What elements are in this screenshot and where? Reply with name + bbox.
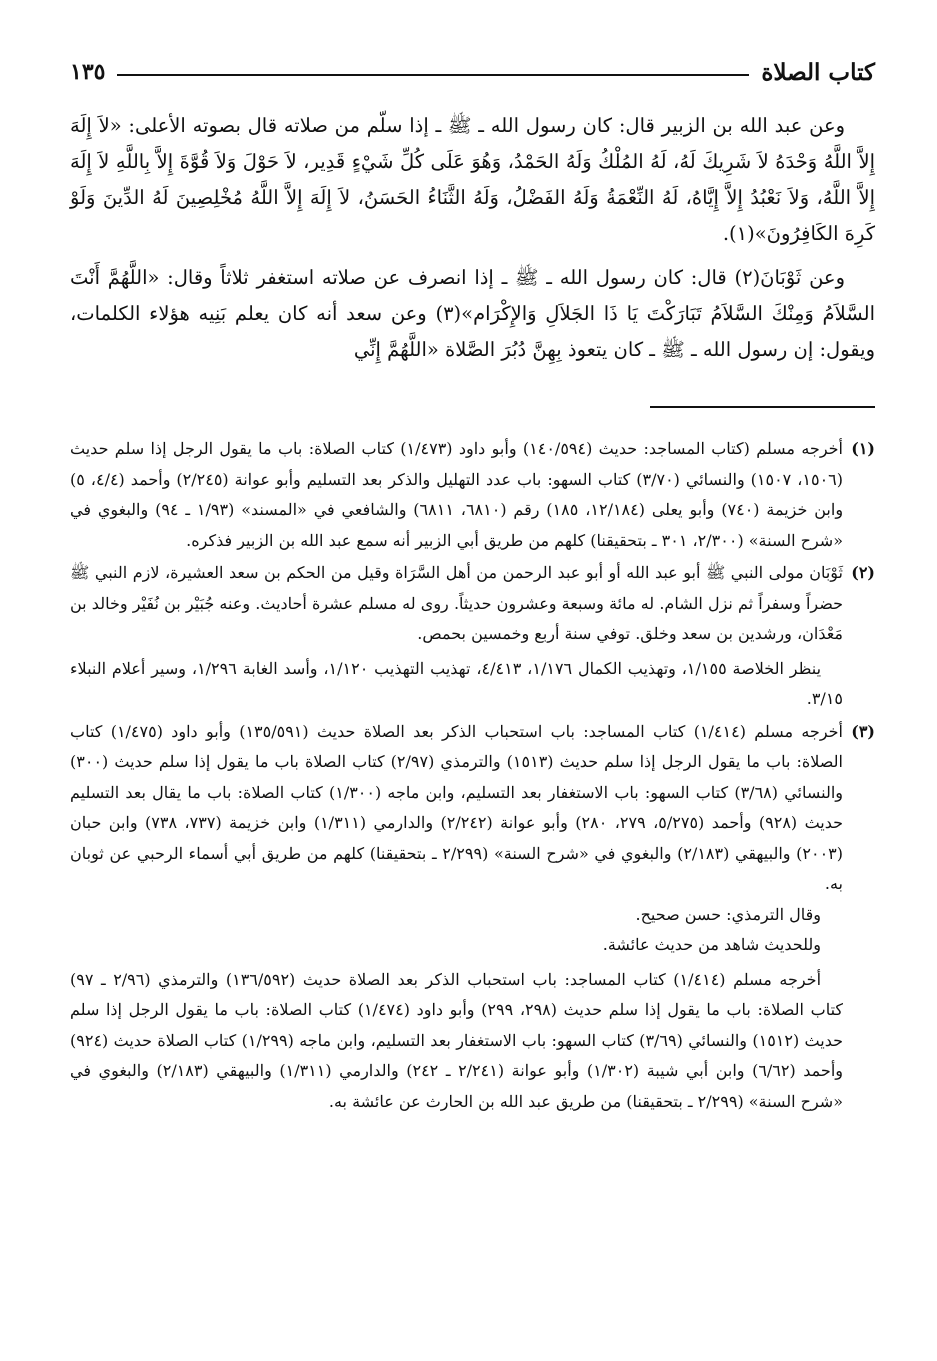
main-text <box>70 108 875 368</box>
chapter-title: كتاب الصلاة <box>761 58 875 86</box>
hadith-ibn-zubayr: وعن عبد الله بن الزبير قال: كان رسول الله ـ ﷺ ـ إذا سلّم من صلاته قال بصوته الأعلى: «لاَ إِلَهَ إِلاَّ اللَّهُ وَحْدَهُ لاَ شَرِيكَ لَهُ، لَهُ المُلْكُ وَلَهُ الحَمْدُ، وَهُوَ عَلَى كُلِّ شَيْءٍ قَدِير، لاَ حَوْلَ وَلاَ قُوَّةَ إِلاَّ بِاللَّهِ لاَ إِلَهَ إِلاَّ اللَّهُ، وَلاَ نَعْبُدُ إِلاَّ إِيَّاهُ، لَهُ النِّعْمَةُ وَلَهُ الفَضْلُ، وَلَهُ الثَّنَاءُ الحَسَنُ، لاَ إِلَهَ إِلاَّ اللَّهُ مُخْلِصِينَ لَهُ الدِّينَ وَلَوْ كَرِهَ الكَافِرُونَ»(١). <box>70 114 875 245</box>
hadith-thawban: وعن ثَوْبَانَ(٢) قال: كان رسول الله ـ ﷺ ـ إذا انصرف عن صلاته استغفر ثلاثاً وقال: «اللَّهُمَّ أَنْتَ السَّلاَمُ وَمِنْكَ السَّلاَمُ تَبَارَكْتَ يَا ذَا الجَلاَلِ وَالإِكْرَام»(٣) وعن سعد أنه كان يعلم بَنِيه هؤلاء الكلمات، ويقول: إن رسول الله ـ ﷺ ـ كان يتعوذ بِهِنَّ دُبُرَ الصَّلاة «اللَّهُمَّ إِنِّي <box>70 266 875 361</box>
footnote-text: أخرجه مسلم (كتاب المساجد: حديث (١٤٠/٥٩٤) وأبو داود (١/٤٧٣) كتاب الصلاة: باب ما يقول الرجل إذا سلم حديث (١٥٠٦، ١٥٠٧) والنسائي (٣/٧٠) كتاب السهو: باب عدد التهليل والذكر بعد التسليم وأبو عوانة (٢/٢٤٥) وأحمد (٤/٤، ٥) وابن خزيمة (٧٤٠) وأبو يعلى (١٢/١٨٤، ١٨٥) رقم (٦٨١٠، ٦٨١١) والشافعي في «المسند» (١/٩٣ ـ ٩٤) والبغوي في «شرح السنة» (٢/٣٠٠، ٣٠١ ـ بتحقيقنا) كلهم من طريق أبي الزبير أنه سمع عبد الله بن الزبير فذكره. <box>70 439 844 550</box>
running-header <box>70 52 875 92</box>
footnotes <box>70 434 875 1117</box>
footnote-2 <box>70 558 875 715</box>
footnote-aisha-takhrij: أخرجه مسلم (١/٤١٤) كتاب المساجد: باب استحباب الذكر بعد الصلاة حديث (١٣٦/٥٩٢) والترمذي (٢/٩٦ ـ ٩٧) كتاب الصلاة: باب ما يقول إذا سلم حديث (٢٩٨، ٢٩٩) وأبو داود (١/٤٧٤) كتاب الصلاة: باب ما يقول الرجل إذا سلم حديث (١٥١٢) والنسائي (٣/٦٩) كتاب السهو: باب الاستغفار بعد التسليم، وابن ماجه (١/٢٩٩) كتاب الصلاة حديث (٩٢٤) وأحمد (٦/٦٢) وابن أبي شيبة (١/٣٠٢) وأبو عوانة (٢/٢٤١ ـ ٢٤٢) والدارمي (١/٣١١) والبيهقي (٢/١٨٣) والبغوي في «شرح السنة» (٢/٢٩٩ ـ بتحقيقنا) من طريق عبد الله بن الحارث عن عائشة به. <box>70 969 844 1111</box>
footnote-witness-note: وللحديث شاهد من حديث عائشة. <box>602 935 821 954</box>
header-rule <box>117 74 749 76</box>
page-number: ١٣٥ <box>70 59 106 85</box>
footnote-text: ثَوْبَان مولى النبي ﷺ أبو عبد الله أو أبو عبد الرحمن من أهل السَّرَاة وقيل من الحكم بن سعد العشيرة، لازم النبي ﷺ حضراً وسفراً ثم نزل الشام. له مائة وسبعة وعشرون حديثاً. روى له مسلم عشرة أحاديث. وعنه جُبَيْر بن نُفَيْر وخالد بن مَعْدَان، ورشدين بن سعد وخلق. توفي سنة أربع وخمسين بحمص. <box>70 563 844 643</box>
footnote-1 <box>70 434 875 556</box>
footnote-marker: (٣) <box>851 721 875 741</box>
footnote-tirmidhi-grading: وقال الترمذي: حسن صحيح. <box>635 904 821 924</box>
footnote-separator <box>650 406 875 408</box>
footnote-marker: (٢) <box>851 563 875 582</box>
footnote-text: أخرجه مسلم (١/٤١٤) كتاب المساجد: باب استحباب الذكر بعد الصلاة حديث (١٣٥/٥٩١) وأبو داود (١/٤٧٥) كتاب الصلاة: باب ما يقول الرجل إذا سلم حديث (١٥١٣) والترمذي (٢/٩٧) كتاب الصلاة باب ما يقول إذا سلم حديث (٣٠٠) والنسائي (٣/٦٨) كتاب السهو: باب الاستغفار بعد التسليم، وابن ماجه (١/٣٠٠) كتاب الصلاة: باب ما يقال بعد التسليم حديث (٩٢٨) وأحمد (٥/٢٧٥، ٢٧٩، ٢٨٠) وأبو عوانة (٢/٢٤٢) والدارمي (١/٣١١) وابن خزيمة (٧٣٧، ٧٣٨) وابن حبان (٢٠٠٣) والبيهقي (٢/١٨٣) والبغوي في «شرح السنة» (٢/٢٩٩ ـ بتحقيقنا) كلهم من طريق أبي أسماء الرحبي عن ثوبان به. <box>70 721 844 893</box>
footnote-3 <box>70 717 875 1118</box>
footnote-references: ينظر الخلاصة ١/١٥٥، وتهذيب الكمال ١/١٧٦، ٤/٤١٣، تهذيب التهذيب ١/١٢٠، وأسد الغابة ١/٢٩٦، وسير أعلام النبلاء ٣/١٥. <box>70 658 843 708</box>
footnote-marker: (١) <box>851 439 875 458</box>
